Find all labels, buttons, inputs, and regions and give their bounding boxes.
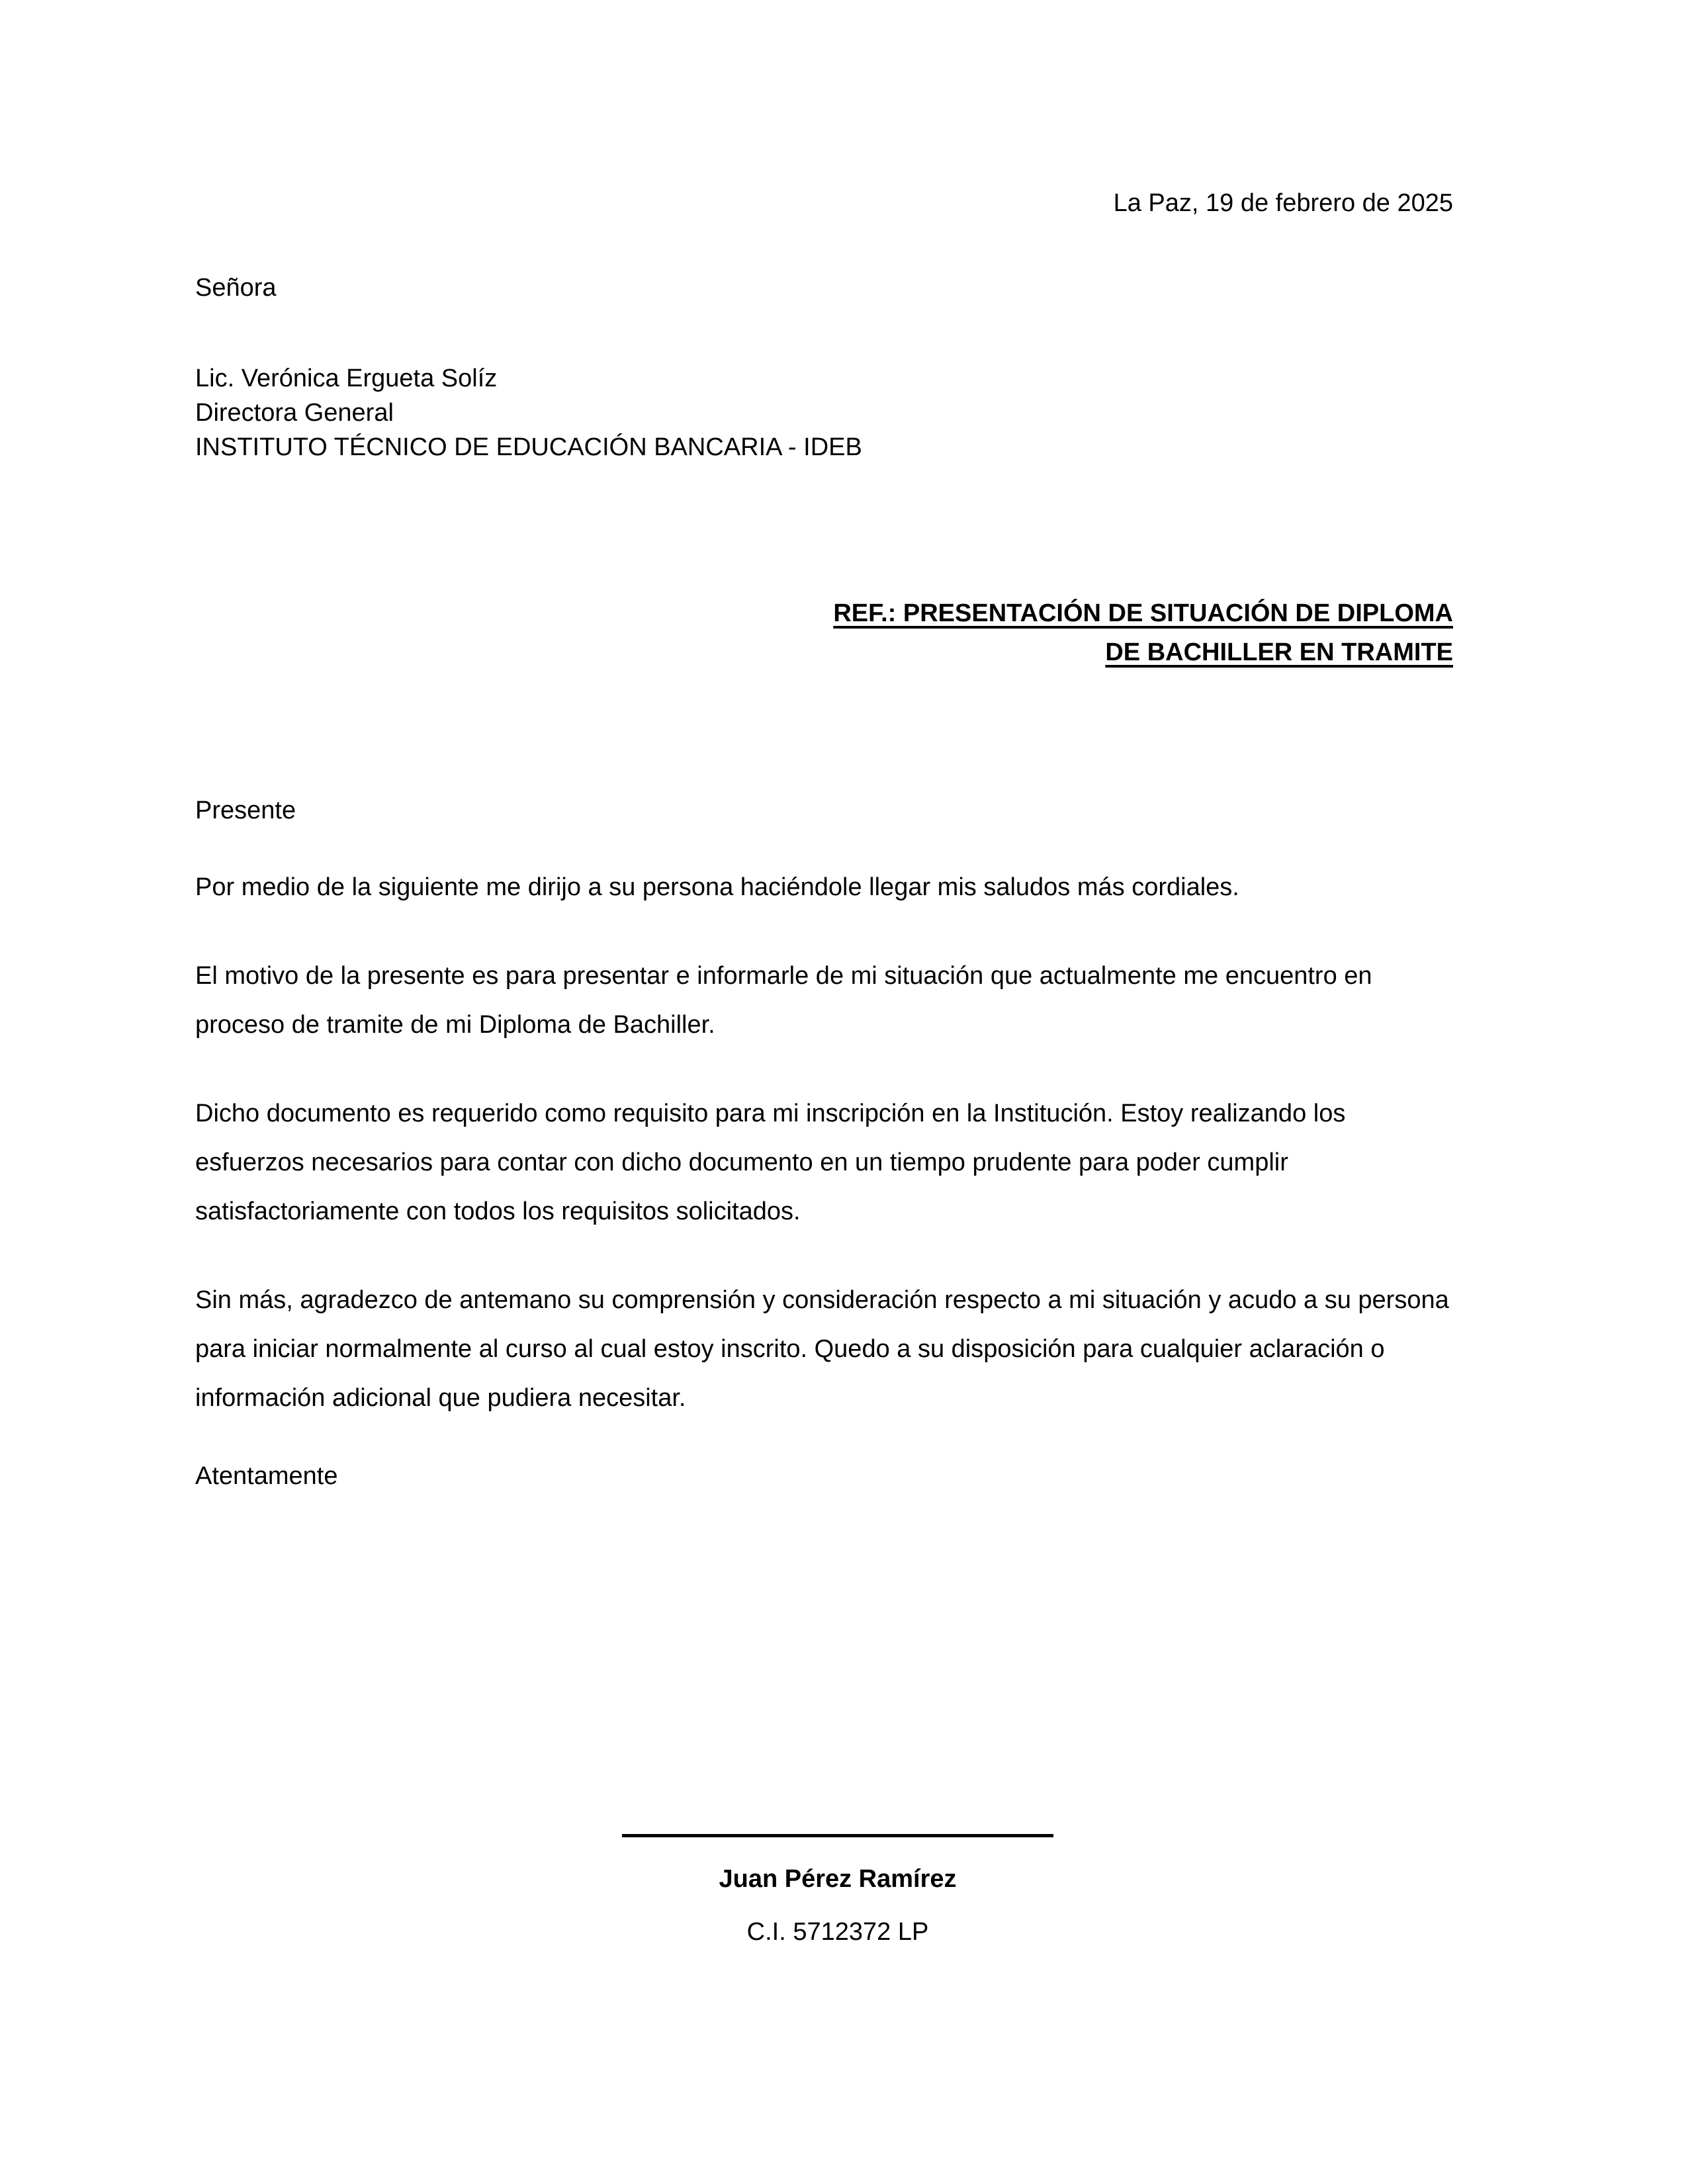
reference-heading — [195, 594, 1453, 672]
reference-line-2: DE BACHILLER EN TRAMITE — [1105, 638, 1453, 666]
body-paragraph-1: Por medio de la siguiente me dirijo a su persona haciéndole llegar mis saludos más cordiales. — [195, 873, 1239, 901]
letter-content — [195, 0, 1453, 1489]
date-line: La Paz, 19 de febrero de 2025 — [1113, 189, 1453, 217]
body-paragraph-3: Dicho documento es requerido como requisito para mi inscripción en la Institución. Estoy realizando los esfuerzos necesarios para contar con dicho documento en un tiempo prudente para poder cumplir satisfactoriamente con todos los requisitos solicitados. — [195, 1100, 1346, 1225]
salutation: Señora — [195, 274, 277, 302]
greeting-label: Presente — [195, 797, 296, 824]
signer-identification: C.I. 5712372 LP — [746, 1918, 929, 1946]
signature-rule — [622, 1834, 1053, 1837]
body-paragraph-2: El motivo de la presente es para presentar e informarle de mi situación que actualmente me encuentro en proceso de tramite de mi Diploma de Bachiller. — [195, 962, 1372, 1039]
recipient-block — [195, 361, 1453, 464]
recipient-position: Directora General — [195, 399, 394, 427]
recipient-institution: INSTITUTO TÉCNICO DE EDUCACIÓN BANCARIA - IDEB — [195, 433, 862, 461]
signer-name: Juan Pérez Ramírez — [719, 1865, 957, 1893]
signature-block — [622, 1834, 1053, 1944]
closing-line: Atentamente — [195, 1462, 338, 1490]
reference-line-1: REF.: PRESENTACIÓN DE SITUACIÓN DE DIPLOMA — [833, 599, 1453, 627]
recipient-name: Lic. Verónica Ergueta Solíz — [195, 365, 498, 392]
body-paragraph-4: Sin más, agradezco de antemano su comprensión y consideración respecto a mi situación y acudo a su persona para iniciar normalmente al curso al cual estoy inscrito. Quedo a su disposición para cualquier aclaración o información adicional que pudiera necesitar. — [195, 1286, 1449, 1412]
